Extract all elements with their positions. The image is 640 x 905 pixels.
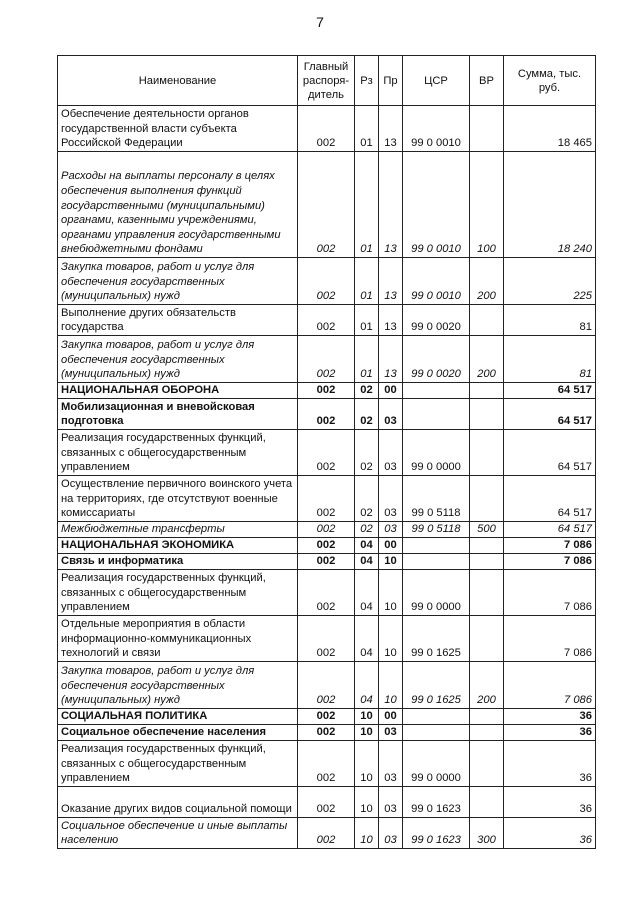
cell-name: Выполнение других обязательств государства [58,305,298,336]
cell-csr [403,709,470,725]
cell-rz: 01 [355,305,379,336]
cell-vr [470,383,504,399]
cell-pr: 03 [379,787,403,818]
cell-pr: 03 [379,522,403,538]
cell-vr: 500 [470,522,504,538]
cell-manager: 002 [298,570,355,616]
cell-rz: 01 [355,258,379,305]
cell-manager: 002 [298,818,355,849]
cell-manager: 002 [298,383,355,399]
table-header-row [58,56,596,106]
cell-sum: 7 086 [504,570,596,616]
table-row [58,616,596,662]
cell-pr: 13 [379,305,403,336]
table-row [58,383,596,399]
cell-sum: 7 086 [504,538,596,554]
cell-rz: 02 [355,522,379,538]
cell-csr: 99 0 0000 [403,741,470,787]
table-row [58,336,596,383]
table-row [58,399,596,430]
table-row [58,709,596,725]
cell-manager: 002 [298,538,355,554]
cell-manager: 002 [298,787,355,818]
cell-vr [470,741,504,787]
cell-pr: 03 [379,399,403,430]
budget-table [57,55,596,849]
cell-name: Мобилизационная и вневойсковая подготовка [58,399,298,430]
cell-csr: 99 0 5118 [403,476,470,522]
cell-name: Связь и информатика [58,554,298,570]
cell-manager: 002 [298,106,355,152]
cell-name: Осуществление первичного воинского учета на территориях, где отсутствуют военные комиссариаты [58,476,298,522]
cell-pr: 03 [379,741,403,787]
cell-rz: 10 [355,725,379,741]
cell-csr: 99 0 0020 [403,336,470,383]
header-csr: ЦСР [403,56,470,106]
cell-rz: 01 [355,152,379,258]
cell-pr: 13 [379,106,403,152]
cell-rz: 02 [355,476,379,522]
cell-name: Обеспечение деятельности органов государственной власти субъекта Российской Федерации [58,106,298,152]
table-row [58,258,596,305]
cell-sum: 64 517 [504,383,596,399]
cell-csr: 99 0 0020 [403,305,470,336]
table-row [58,152,596,258]
cell-rz: 01 [355,106,379,152]
cell-rz: 10 [355,741,379,787]
cell-sum: 225 [504,258,596,305]
cell-vr: 100 [470,152,504,258]
cell-rz: 02 [355,430,379,476]
cell-csr [403,554,470,570]
cell-pr: 00 [379,709,403,725]
table-row [58,818,596,849]
cell-vr [470,725,504,741]
cell-name: Оказание других видов социальной помощи [58,787,298,818]
cell-csr: 99 0 0000 [403,570,470,616]
cell-vr: 200 [470,336,504,383]
cell-vr: 200 [470,258,504,305]
table-row [58,305,596,336]
table-row [58,106,596,152]
cell-name: НАЦИОНАЛЬНАЯ ЭКОНОМИКА [58,538,298,554]
cell-vr [470,787,504,818]
cell-csr: 99 0 5118 [403,522,470,538]
cell-pr: 03 [379,818,403,849]
cell-rz: 04 [355,554,379,570]
cell-rz: 04 [355,538,379,554]
cell-sum: 36 [504,741,596,787]
header-manager: Главный распоря-дитель [298,56,355,106]
cell-sum: 64 517 [504,476,596,522]
cell-manager: 002 [298,399,355,430]
cell-csr: 99 0 0000 [403,430,470,476]
cell-csr: 99 0 0010 [403,106,470,152]
cell-pr: 03 [379,430,403,476]
header-pr: Пр [379,56,403,106]
cell-rz: 10 [355,787,379,818]
cell-sum: 64 517 [504,430,596,476]
cell-pr: 13 [379,152,403,258]
cell-rz: 10 [355,818,379,849]
cell-name: Расходы на выплаты персоналу в целях обеспечения выполнения функций государственными (муниципальными) органами, казенными учреждениями, органами управления государственными внебюджетными фондами [58,152,298,258]
cell-sum: 64 517 [504,522,596,538]
cell-pr: 10 [379,570,403,616]
cell-pr: 00 [379,538,403,554]
cell-manager: 002 [298,476,355,522]
cell-sum: 81 [504,305,596,336]
cell-csr: 99 0 1625 [403,662,470,709]
cell-csr: 99 0 1625 [403,616,470,662]
cell-name: Отдельные мероприятия в области информационно-коммуникационных технологий и связи [58,616,298,662]
cell-pr: 03 [379,725,403,741]
page-number: 7 [316,14,324,30]
header-sum: Сумма, тыс. руб. [504,56,596,106]
cell-pr: 13 [379,258,403,305]
cell-sum: 7 086 [504,616,596,662]
cell-manager: 002 [298,662,355,709]
cell-sum: 36 [504,787,596,818]
cell-name: Социальное обеспечение и иные выплаты населению [58,818,298,849]
table-row [58,741,596,787]
cell-csr [403,725,470,741]
cell-manager: 002 [298,725,355,741]
cell-rz: 02 [355,383,379,399]
cell-manager: 002 [298,616,355,662]
cell-name: Реализация государственных функций, связанных с общегосударственным управлением [58,430,298,476]
cell-rz: 02 [355,399,379,430]
cell-vr [470,554,504,570]
cell-name: Закупка товаров, работ и услуг для обеспечения государственных (муниципальных) нужд [58,336,298,383]
table-row [58,430,596,476]
cell-sum: 18 240 [504,152,596,258]
table-row [58,570,596,616]
cell-pr: 10 [379,554,403,570]
cell-vr [470,476,504,522]
table-row [58,554,596,570]
table-row [58,725,596,741]
cell-manager: 002 [298,709,355,725]
table-row [58,787,596,818]
cell-sum: 36 [504,709,596,725]
cell-csr: 99 0 1623 [403,787,470,818]
header-name: Наименование [58,56,298,106]
cell-vr [470,709,504,725]
table-row [58,538,596,554]
cell-sum: 81 [504,336,596,383]
cell-vr [470,399,504,430]
cell-vr [470,538,504,554]
cell-manager: 002 [298,258,355,305]
cell-name: СОЦИАЛЬНАЯ ПОЛИТИКА [58,709,298,725]
table-row [58,476,596,522]
cell-rz: 04 [355,662,379,709]
cell-vr [470,430,504,476]
cell-name: Реализация государственных функций, связанных с общегосударственным управлением [58,570,298,616]
cell-csr [403,383,470,399]
cell-pr: 00 [379,383,403,399]
cell-pr: 10 [379,662,403,709]
cell-vr [470,305,504,336]
table-row [58,522,596,538]
cell-manager: 002 [298,152,355,258]
cell-name: Реализация государственных функций, связанных с общегосударственным управлением [58,741,298,787]
cell-csr: 99 0 0010 [403,258,470,305]
cell-vr: 200 [470,662,504,709]
cell-manager: 002 [298,522,355,538]
cell-pr: 10 [379,616,403,662]
cell-csr: 99 0 0010 [403,152,470,258]
cell-rz: 10 [355,709,379,725]
cell-csr [403,399,470,430]
cell-pr: 03 [379,476,403,522]
cell-manager: 002 [298,305,355,336]
cell-vr [470,106,504,152]
cell-vr [470,616,504,662]
cell-rz: 04 [355,570,379,616]
cell-rz: 04 [355,616,379,662]
cell-manager: 002 [298,336,355,383]
cell-manager: 002 [298,430,355,476]
cell-name: Закупка товаров, работ и услуг для обеспечения государственных (муниципальных) нужд [58,662,298,709]
cell-sum: 36 [504,725,596,741]
cell-manager: 002 [298,741,355,787]
cell-csr: 99 0 1623 [403,818,470,849]
table-row [58,662,596,709]
cell-name: Закупка товаров, работ и услуг для обеспечения государственных (муниципальных) нужд [58,258,298,305]
header-vr: ВР [470,56,504,106]
cell-name: Межбюджетные трансферты [58,522,298,538]
cell-sum: 36 [504,818,596,849]
cell-sum: 64 517 [504,399,596,430]
cell-csr [403,538,470,554]
cell-name: НАЦИОНАЛЬНАЯ ОБОРОНА [58,383,298,399]
cell-sum: 18 465 [504,106,596,152]
cell-vr: 300 [470,818,504,849]
cell-manager: 002 [298,554,355,570]
cell-rz: 01 [355,336,379,383]
header-rz: Рз [355,56,379,106]
cell-sum: 7 086 [504,662,596,709]
cell-sum: 7 086 [504,554,596,570]
cell-pr: 13 [379,336,403,383]
cell-vr [470,570,504,616]
table-body [58,106,596,849]
cell-name: Социальное обеспечение населения [58,725,298,741]
